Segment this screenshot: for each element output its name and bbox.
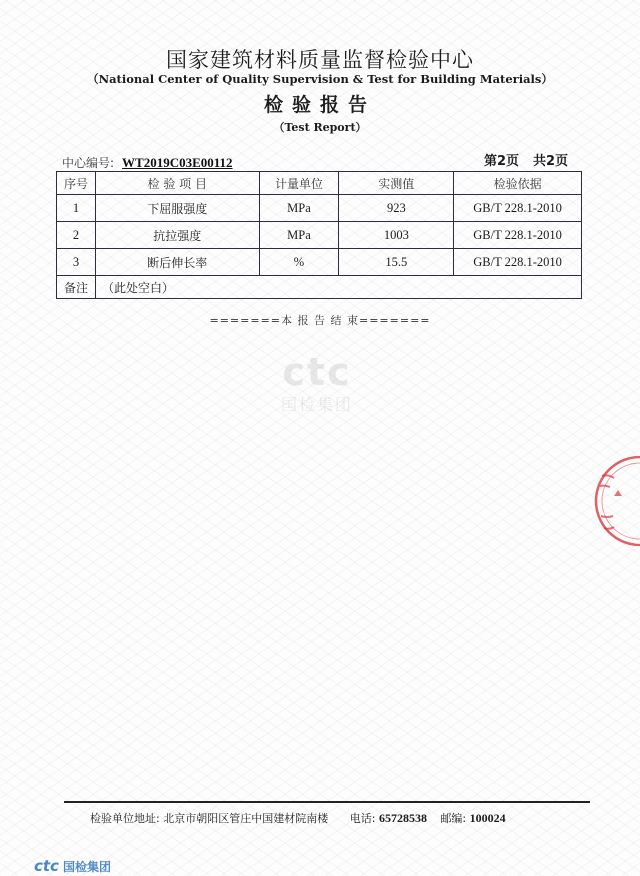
remark-label: 备注	[57, 276, 96, 299]
row-value: 1003	[339, 222, 454, 249]
row-item: 断后伸长率	[95, 249, 259, 276]
report-title-cn: 检验报告	[263, 94, 376, 116]
row-value: 923	[339, 195, 454, 222]
ctc-logo	[34, 856, 111, 875]
center-number-label: 中心编号:	[62, 156, 115, 170]
ctc-logo-mark: ctc	[34, 857, 59, 875]
table-header-row	[57, 172, 582, 195]
row-standard: GB/T 228.1-2010	[454, 195, 582, 222]
page-number: 第2页	[484, 154, 520, 169]
footer-divider	[64, 801, 590, 803]
table-row	[57, 222, 582, 249]
page-total: 共2页	[533, 154, 569, 169]
org-title-en: （National Center of Quality Supervision & Test for Building Materials）	[87, 72, 553, 86]
row-unit: %	[259, 249, 339, 276]
row-no: 2	[57, 222, 96, 249]
remark-value: （此处空白）	[95, 276, 581, 299]
postcode-label: 邮编:	[440, 812, 467, 825]
address-value: 北京市朝阳区管庄中国建材院南楼	[163, 812, 329, 825]
row-no: 1	[57, 195, 96, 222]
footer-contact	[90, 810, 506, 826]
test-results-table	[56, 171, 582, 299]
table-row	[57, 249, 582, 276]
row-unit: MPa	[259, 222, 339, 249]
ctc-logo-text: 国检集团	[62, 860, 111, 874]
table-row	[57, 195, 582, 222]
center-number-value: WT2019C03E00112	[122, 155, 233, 170]
row-no: 3	[57, 249, 96, 276]
header-item: 检 验 项 目	[95, 172, 259, 195]
ctc-watermark	[262, 352, 372, 415]
watermark-text: 国检集团	[280, 395, 353, 414]
address-label: 检验单位地址:	[90, 812, 160, 825]
org-title-cn: 国家建筑材料质量监督检验中心	[166, 48, 474, 72]
row-item: 下屈服强度	[95, 195, 259, 222]
watermark-logo: ctc	[282, 350, 352, 394]
red-seal-stamp-icon	[592, 456, 640, 546]
header-unit: 计量单位	[259, 172, 339, 195]
row-standard: GB/T 228.1-2010	[454, 249, 582, 276]
phone-label: 电话:	[349, 812, 376, 825]
row-standard: GB/T 228.1-2010	[454, 222, 582, 249]
row-unit: MPa	[259, 195, 339, 222]
report-end-mark: =======本 报 告 结 束=======	[209, 314, 431, 327]
header-standard: 检验依据	[454, 172, 582, 195]
remark-row	[57, 276, 582, 299]
phone-value: 65728538	[378, 811, 427, 825]
row-item: 抗拉强度	[95, 222, 259, 249]
header-value: 实测值	[339, 172, 454, 195]
header-no: 序号	[57, 172, 96, 195]
row-value: 15.5	[339, 249, 454, 276]
postcode-value: 100024	[469, 811, 506, 825]
report-title-en: （Test Report）	[273, 121, 367, 134]
page-info	[484, 150, 568, 169]
center-number	[62, 154, 233, 171]
